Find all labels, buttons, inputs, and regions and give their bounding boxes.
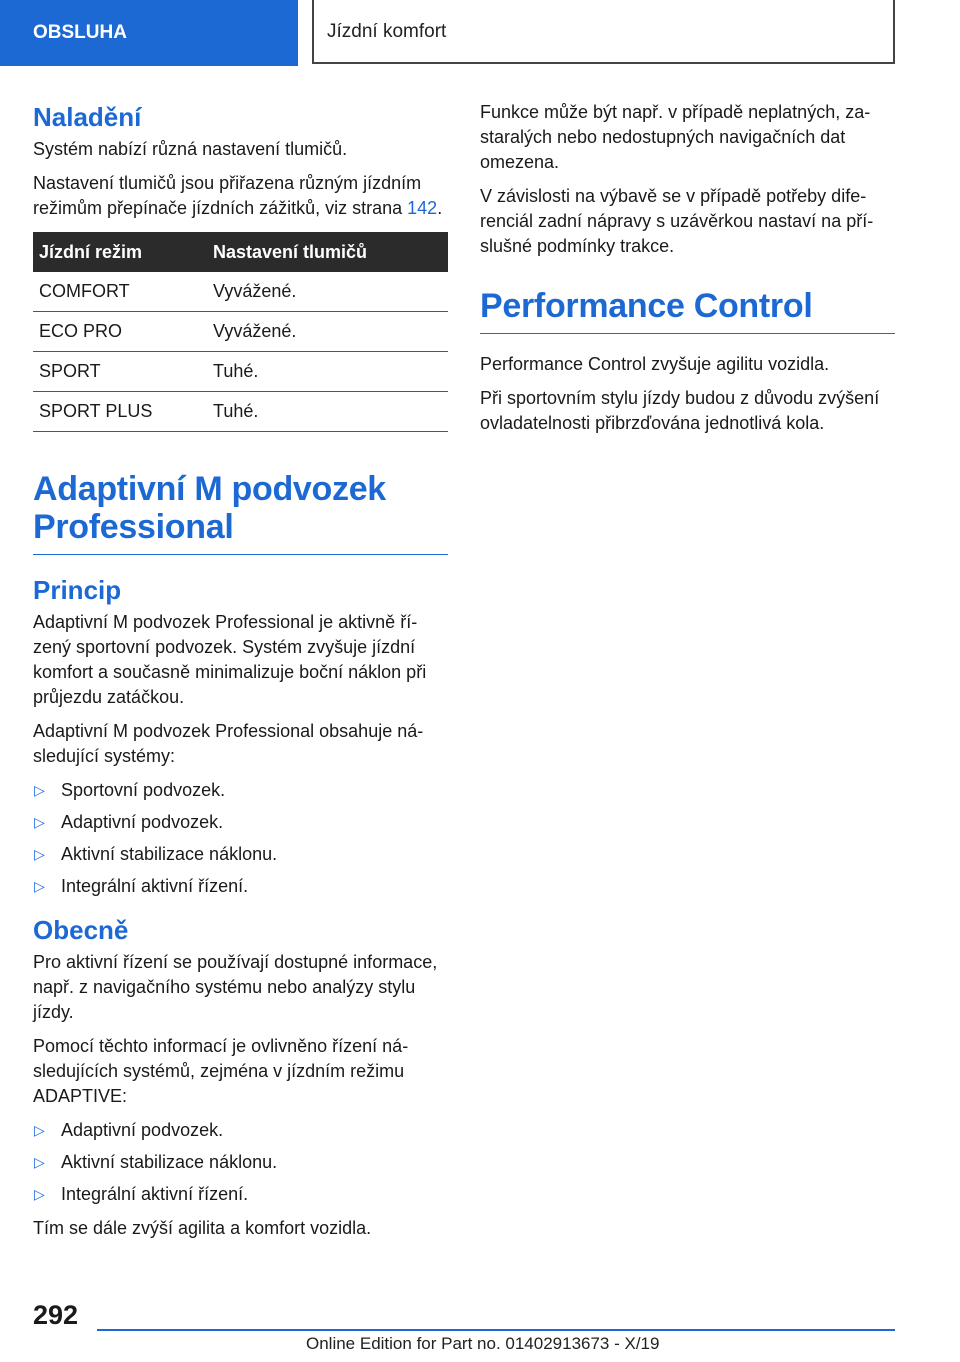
list-item-text: Aktivní stabilizace náklonu. xyxy=(61,1152,278,1172)
table-header-cell: Jízdní režim xyxy=(33,232,207,272)
obecne-paragraph-2: Pomocí těchto informací je ovlivněno řízení následujících systémů, zejména v jízdním režimu ADAPTIVE: xyxy=(33,1036,409,1106)
list-item xyxy=(33,1150,448,1175)
list-item xyxy=(33,778,448,803)
triangle-bullet-icon: ▷ xyxy=(34,878,45,894)
list-item-text: Integrální aktivní řízení. xyxy=(61,1184,249,1204)
triangle-bullet-icon: ▷ xyxy=(34,782,45,798)
triangle-bullet-icon: ▷ xyxy=(34,814,45,830)
list-item xyxy=(33,810,448,835)
right-paragraph-1: Funkce může být např. v případě neplatných, zastaralých nebo nedostupných navigačních dat omezena. xyxy=(480,102,871,172)
right-column xyxy=(480,100,895,445)
obecne-list xyxy=(33,1118,448,1207)
table-cell: SPORT PLUS xyxy=(33,392,207,432)
table-cell: COMFORT xyxy=(33,272,207,312)
naladeni-heading: Naladění xyxy=(33,102,142,132)
triangle-bullet-icon: ▷ xyxy=(34,1154,45,1170)
performance-paragraph-2: Při sportovním stylu jízdy budou z důvodu zvýšení ovladatelnosti přibrzďována jednotlivá kola. xyxy=(480,388,880,433)
list-item-text: Adaptivní podvozek. xyxy=(61,1120,224,1140)
table-cell: Tuhé. xyxy=(207,352,448,392)
list-item xyxy=(33,1182,448,1207)
list-item-text: Aktivní stabilizace náklonu. xyxy=(61,844,278,864)
table-header-cell: Nastavení tlumičů xyxy=(207,232,448,272)
list-item-text: Integrální aktivní řízení. xyxy=(61,876,249,896)
performance-section-heading: Performance Control xyxy=(480,287,895,334)
triangle-bullet-icon: ▷ xyxy=(34,1122,45,1138)
chapter-title: Jízdní komfort xyxy=(312,0,895,64)
damper-settings-table xyxy=(33,232,448,432)
princip-list xyxy=(33,778,448,899)
obecne-heading: Obecně xyxy=(33,915,129,945)
table-cell: Tuhé. xyxy=(207,392,448,432)
right-paragraph-2: V závislosti na výbavě se v případě potřeby diferenciál zadní nápravy s uzávěrkou nastaví na příslušné podmínky trakce. xyxy=(480,186,874,256)
page-reference-link[interactable]: 142 xyxy=(407,198,438,218)
adaptive-section-heading: Adaptivní M podvozek Professional xyxy=(33,470,448,555)
performance-paragraph-1: Performance Control zvyšuje agilitu vozidla. xyxy=(480,354,830,374)
naladeni-paragraph-2 xyxy=(33,171,448,221)
left-column xyxy=(33,100,448,1250)
table-cell: Vyvážené. xyxy=(207,312,448,352)
list-item-text: Adaptivní podvozek. xyxy=(61,812,224,832)
table-cell: Vyvážené. xyxy=(207,272,448,312)
list-item xyxy=(33,874,448,899)
princip-paragraph-1: Adaptivní M podvozek Professional je aktivně řízený sportovní podvozek. Systém zvyšuje jízdní komfort a současně minimalizuje boční náklon při průjezdu zatáčkou. xyxy=(33,612,427,707)
footer-edition: Online Edition for Part no. 01402913673 - X/19 xyxy=(306,1334,660,1353)
list-item xyxy=(33,1118,448,1143)
naladeni-paragraph-2-end: . xyxy=(437,198,443,218)
section-tab: OBSLUHA xyxy=(0,0,298,66)
table-cell: SPORT xyxy=(33,352,207,392)
table-row xyxy=(33,392,448,432)
naladeni-paragraph-1: Systém nabízí různá nastavení tlumičů. xyxy=(33,139,348,159)
naladeni-paragraph-2-text: Nastavení tlumičů jsou přiřazena různým jízdním režimům přepínače jízdních zážitků, viz strana xyxy=(33,173,422,218)
princip-paragraph-2: Adaptivní M podvozek Professional obsahuje následující systémy: xyxy=(33,721,424,766)
table-header-row xyxy=(33,232,448,272)
table-row xyxy=(33,272,448,312)
table-row xyxy=(33,352,448,392)
triangle-bullet-icon: ▷ xyxy=(34,846,45,862)
obecne-paragraph-1: Pro aktivní řízení se používají dostupné informace, např. z navigačního systému nebo analýzy stylu jízdy. xyxy=(33,952,438,1022)
table-row xyxy=(33,312,448,352)
footer-divider xyxy=(97,1329,895,1331)
table-cell: ECO PRO xyxy=(33,312,207,352)
page-header xyxy=(0,0,960,66)
princip-heading: Princip xyxy=(33,575,122,605)
obecne-paragraph-3: Tím se dále zvýší agilita a komfort vozidla. xyxy=(33,1218,372,1238)
page-number: 292 xyxy=(33,1300,79,1330)
triangle-bullet-icon: ▷ xyxy=(34,1186,45,1202)
list-item xyxy=(33,842,448,867)
list-item-text: Sportovní podvozek. xyxy=(61,780,226,800)
